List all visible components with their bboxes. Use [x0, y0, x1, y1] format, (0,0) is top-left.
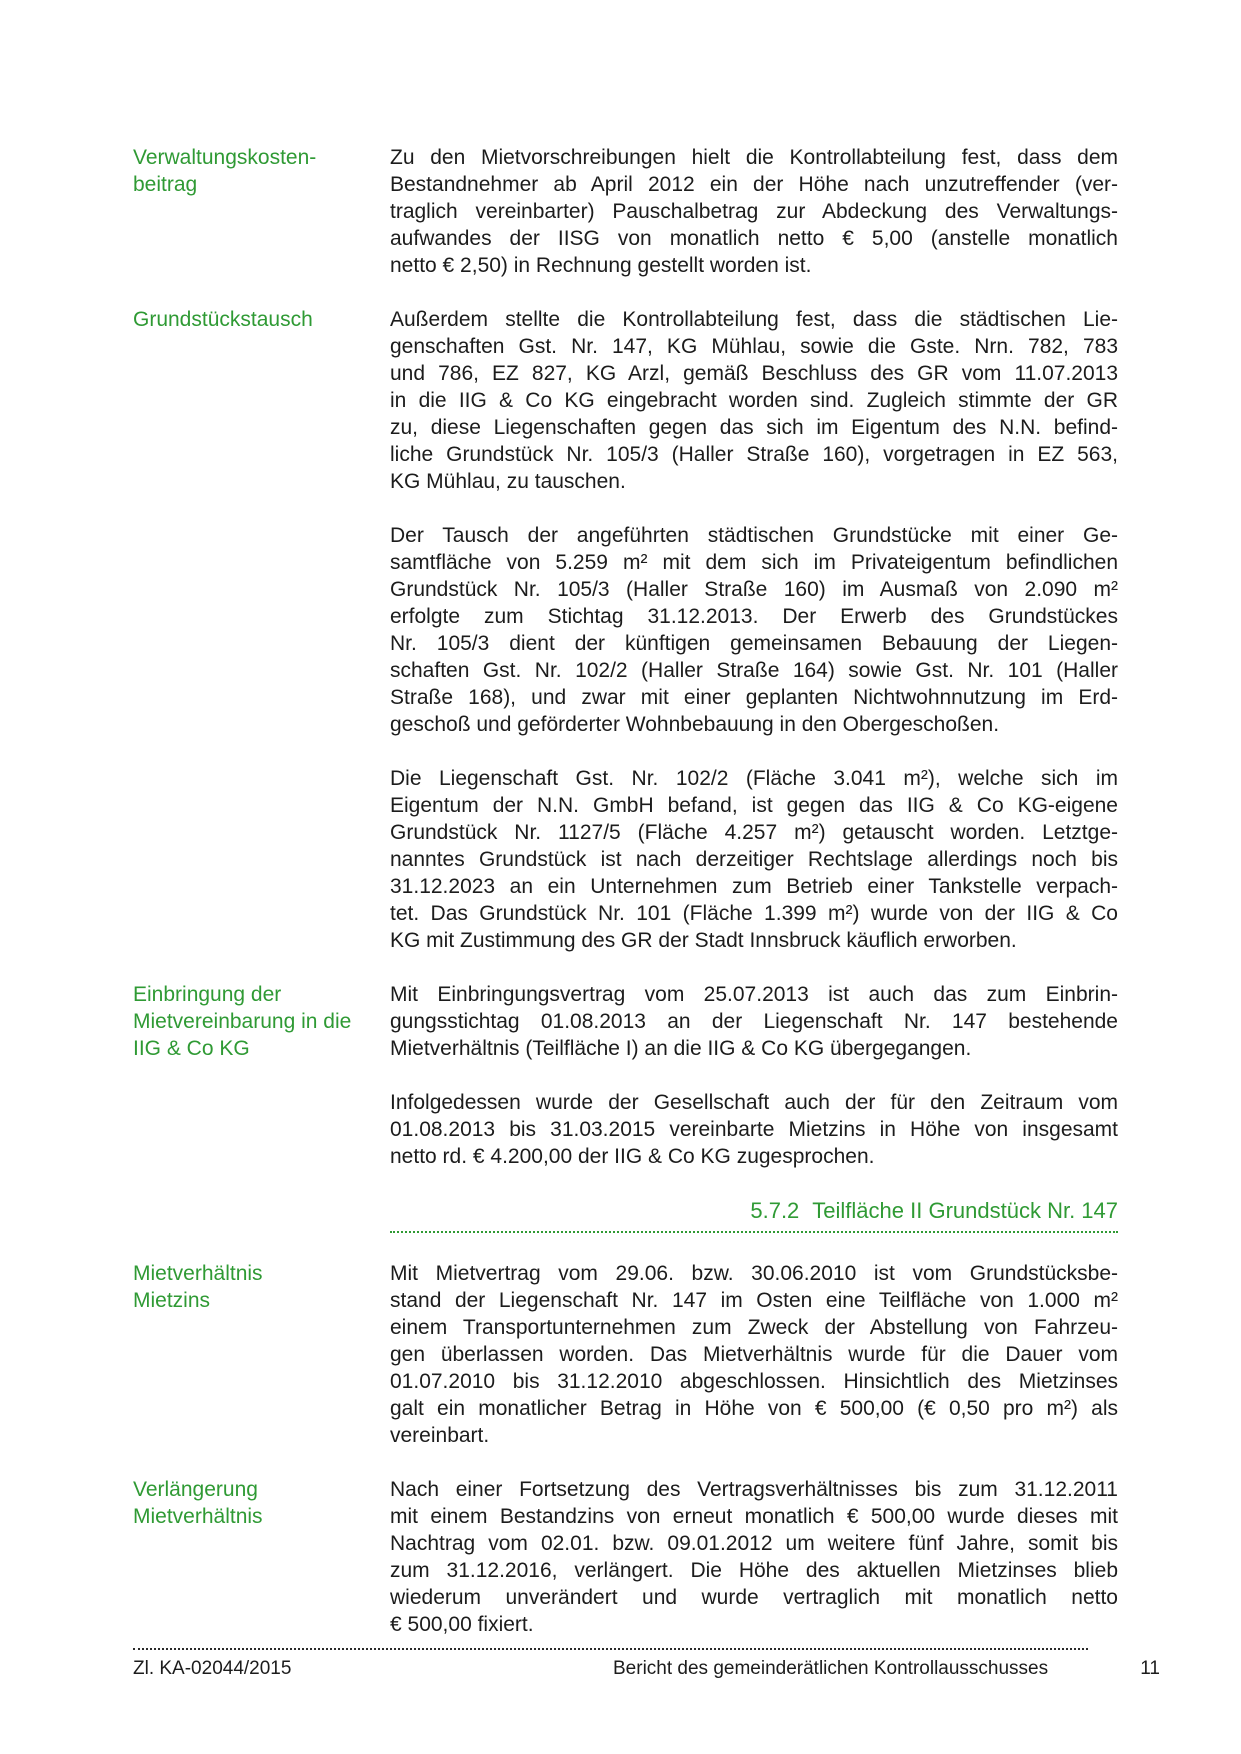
paragraph — [390, 765, 1118, 954]
heading-number: 5.7.2 — [750, 1198, 800, 1223]
text-line: aufwandes der IISG von monatlich netto € 5,00 (anstelle monatlich — [390, 227, 1118, 250]
section-verlaengerung — [133, 1476, 1118, 1638]
paragraph — [390, 1476, 1118, 1638]
section-liegenschaft-details — [133, 765, 1118, 954]
text-line: traglich vereinbarter) Pauschalbetrag zur Abdeckung des Verwaltungs- — [390, 200, 1118, 223]
paragraph — [390, 144, 1118, 279]
margin-label — [133, 1260, 390, 1449]
section-einbringung — [133, 981, 1118, 1062]
section-heading — [390, 1197, 1118, 1233]
text-line: netto € 2,50) in Rechnung gestellt worden ist. — [390, 254, 812, 277]
text-line: netto rd. € 4.200,00 der IIG & Co KG zugesprochen. — [390, 1145, 875, 1168]
margin-label — [133, 144, 390, 279]
footer-page-number: 11 — [1140, 1658, 1160, 1679]
paragraph — [390, 522, 1118, 738]
section-grundstueckstausch — [133, 306, 1118, 495]
paragraph — [390, 981, 1118, 1062]
footer-title: Bericht des gemeinderätlichen Kontrollausschusses — [613, 1658, 1049, 1679]
margin-label — [133, 522, 390, 738]
text-line: wiederum unverändert und wurde vertraglich mit monatlich netto — [390, 1586, 1118, 1609]
margin-label — [133, 765, 390, 954]
text-line: liche Grundstück Nr. 105/3 (Haller Straße 160), vorgetragen in EZ 563, — [390, 443, 1118, 466]
text-line: Verlängerung — [133, 1478, 258, 1501]
margin-label — [133, 306, 390, 495]
text-line: KG Mühlau, zu tauschen. — [390, 470, 626, 493]
text-line: Die Liegenschaft Gst. Nr. 102/2 (Fläche 3.041 m²), welche sich im — [390, 767, 1118, 790]
text-line: Verwaltungskosten- — [133, 146, 317, 169]
section-mietverhaeltnis-mietzins — [133, 1260, 1118, 1449]
text-line: Außerdem stellte die Kontrollabteilung fest, dass die städtischen Lie- — [390, 308, 1118, 331]
text-line: in die IIG & Co KG eingebracht worden sind. Zugleich stimmte der GR — [390, 389, 1118, 412]
text-line: Der Tausch der angeführten städtischen Grundstücke mit einer Ge- — [390, 524, 1118, 547]
text-line: € 500,00 fixiert. — [390, 1613, 534, 1636]
text-line: einem Transportunternehmen zum Zweck der Abstellung von Fahrzeu- — [390, 1316, 1118, 1339]
text-line: Nachtrag vom 02.01. bzw. 09.01.2012 um weitere fünf Jahre, somit bis — [390, 1532, 1118, 1555]
paragraph — [390, 1089, 1118, 1170]
section-verwaltungskostenbeitrag — [133, 144, 1118, 279]
text-line: Mit Einbringungsvertrag vom 25.07.2013 ist auch das zum Einbrin- — [390, 983, 1118, 1006]
heading-title: Teilfläche II Grundstück Nr. 147 — [812, 1198, 1118, 1223]
margin-label — [133, 1089, 390, 1170]
text-line: beitrag — [133, 173, 198, 196]
text-line: Mit Mietvertrag vom 29.06. bzw. 30.06.2010 ist vom Grundstücksbe- — [390, 1262, 1118, 1285]
text-line: Mietverhältnis (Teilfläche I) an die IIG & Co KG übergegangen. — [390, 1037, 972, 1060]
section-tausch-details — [133, 522, 1118, 738]
text-line: gungsstichtag 01.08.2013 an der Liegenschaft Nr. 147 bestehende — [390, 1010, 1118, 1033]
report-content — [133, 144, 1118, 1665]
text-line: zu, diese Liegenschaften gegen das sich im Eigentum des N.N. befind- — [390, 416, 1118, 439]
text-line: stand der Liegenschaft Nr. 147 im Osten eine Teilfläche von 1.000 m² — [390, 1289, 1118, 1312]
text-line: Bestandnehmer ab April 2012 ein der Höhe nach unzutreffender (ver- — [390, 173, 1118, 196]
text-line: Nach einer Fortsetzung des Vertragsverhältnisses bis zum 31.12.2011 — [390, 1478, 1118, 1501]
text-line: mit einem Bestandzins von erneut monatlich € 500,00 wurde dieses mit — [390, 1505, 1118, 1528]
footer-divider — [133, 1648, 1088, 1650]
text-line: gen überlassen worden. Das Mietverhältnis wurde für die Dauer vom — [390, 1343, 1118, 1366]
text-line: zum 31.12.2016, verlängert. Die Höhe des aktuellen Mietzinses blieb — [390, 1559, 1118, 1582]
section-mietzins-zuspruch — [133, 1089, 1118, 1170]
text-line: galt ein monatlicher Betrag in Höhe von € 500,00 (€ 0,50 pro m²) als — [390, 1397, 1118, 1420]
paragraph — [390, 306, 1118, 495]
text-line: Mietverhältnis — [133, 1505, 263, 1528]
text-line: Mietvereinbarung in die — [133, 1010, 352, 1033]
text-line: geschoß und geförderter Wohnbebauung in den Obergeschoßen. — [390, 713, 1000, 736]
text-line: samtfläche von 5.259 m² mit dem sich im Privateigentum befindlichen — [390, 551, 1118, 574]
text-line: 01.07.2010 bis 31.12.2010 abgeschlossen. Hinsichtlich des Mietzinses — [390, 1370, 1118, 1393]
text-line: Eigentum der N.N. GmbH befand, ist gegen das IIG & Co KG-eigene — [390, 794, 1118, 817]
text-line: nanntes Grundstück ist nach derzeitiger Rechtslage allerdings noch bis — [390, 848, 1118, 871]
footer-row — [133, 1657, 1160, 1681]
text-line: und 786, EZ 827, KG Arzl, gemäß Beschluss des GR vom 11.07.2013 — [390, 362, 1118, 385]
text-line: Einbringung der — [133, 983, 282, 1006]
margin-label — [133, 981, 390, 1062]
text-line: tet. Das Grundstück Nr. 101 (Fläche 1.399 m²) wurde von der IIG & Co — [390, 902, 1118, 925]
text-line: Mietverhältnis — [133, 1262, 263, 1285]
footer — [133, 1648, 1160, 1681]
text-line: genschaften Gst. Nr. 147, KG Mühlau, sowie die Gste. Nrn. 782, 783 — [390, 335, 1118, 358]
text-line: Nr. 105/3 dient der künftigen gemeinsamen Bebauung der Liegen- — [390, 632, 1118, 655]
text-line: Zu den Mietvorschreibungen hielt die Kontrollabteilung fest, dass dem — [390, 146, 1118, 169]
text-line: Straße 168), und zwar mit einer geplanten Nichtwohnnutzung im Erd- — [390, 686, 1118, 709]
text-line: Grundstück Nr. 1127/5 (Fläche 4.257 m²) getauscht worden. Letztge- — [390, 821, 1118, 844]
paragraph — [390, 1260, 1118, 1449]
margin-label — [133, 1476, 390, 1638]
text-line: KG mit Zustimmung des GR der Stadt Innsbruck käuflich erworben. — [390, 929, 1017, 952]
text-line: 31.12.2023 an ein Unternehmen zum Betrieb einer Tankstelle verpach- — [390, 875, 1118, 898]
footer-reference: Zl. KA-02044/2015 — [133, 1658, 292, 1679]
text-line: Infolgedessen wurde der Gesellschaft auch der für den Zeitraum vom — [390, 1091, 1118, 1114]
text-line: Grundstück Nr. 105/3 (Haller Straße 160) im Ausmaß von 2.090 m² — [390, 578, 1118, 601]
text-line: IIG & Co KG — [133, 1037, 250, 1060]
text-line: Grundstückstausch — [133, 308, 313, 331]
text-line: vereinbart. — [390, 1424, 490, 1447]
text-line: 01.08.2013 bis 31.03.2015 vereinbarte Mietzins in Höhe von insgesamt — [390, 1118, 1118, 1141]
text-line: erfolgte zum Stichtag 31.12.2013. Der Erwerb des Grundstückes — [390, 605, 1118, 628]
text-line: Mietzins — [133, 1289, 211, 1312]
text-line: schaften Gst. Nr. 102/2 (Haller Straße 164) sowie Gst. Nr. 101 (Haller — [390, 659, 1118, 682]
